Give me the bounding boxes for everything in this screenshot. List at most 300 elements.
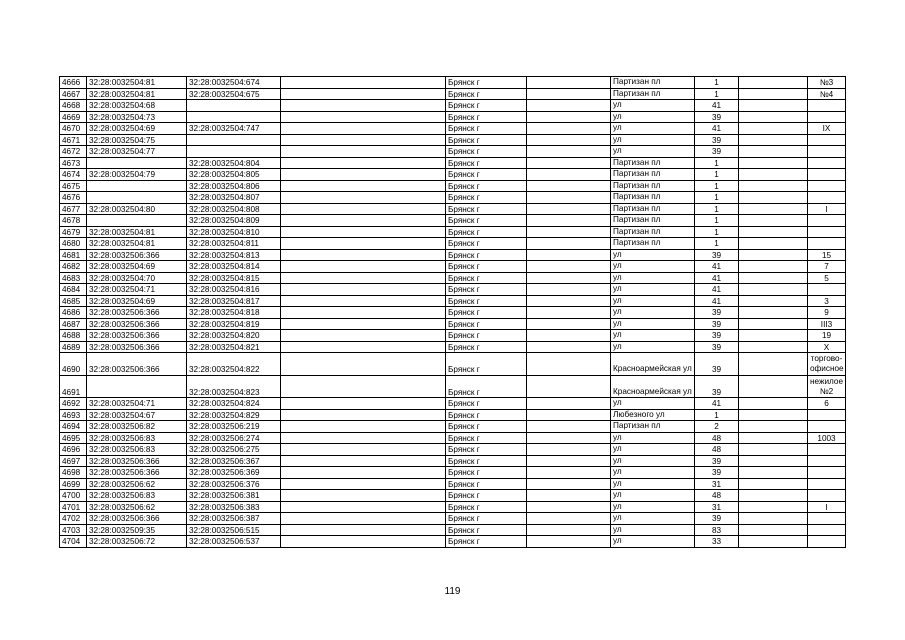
cell-cadastral-number: 32:28:0032504:80: [87, 203, 187, 215]
cell-house-number: 1: [695, 157, 739, 169]
cell-empty: [739, 146, 808, 158]
cell-empty: [281, 432, 446, 444]
cell-city: Брянск г: [446, 421, 527, 433]
cell-object-cadastral-number: 32:28:0032504:804: [187, 157, 281, 169]
table-row: [60, 318, 846, 330]
cell-empty: [739, 432, 808, 444]
cell-object-cadastral-number: 32:28:0032506:274: [187, 432, 281, 444]
cell-city: Брянск г: [446, 157, 527, 169]
cell-empty: [527, 226, 611, 238]
cell-street: ул: [611, 134, 695, 146]
cell-street: ул: [611, 490, 695, 502]
cell-empty: [281, 261, 446, 273]
cell-premises: [808, 111, 846, 123]
cell-cadastral-number: 32:28:0032504:73: [87, 111, 187, 123]
cell-empty: [527, 88, 611, 100]
cell-city: Брянск г: [446, 432, 527, 444]
cell-row-id: 4668: [60, 100, 87, 112]
cell-cadastral-number: 32:28:0032506:366: [87, 318, 187, 330]
table-row: [60, 490, 846, 502]
cell-object-cadastral-number: 32:28:0032506:376: [187, 478, 281, 490]
cell-row-id: 4700: [60, 490, 87, 502]
cell-empty: [739, 330, 808, 342]
cell-house-number: 39: [695, 513, 739, 525]
cell-street: ул: [611, 467, 695, 479]
cell-cadastral-number: 32:28:0032504:75: [87, 134, 187, 146]
cell-object-cadastral-number: 32:28:0032504:809: [187, 215, 281, 227]
cell-empty: [281, 203, 446, 215]
cell-cadastral-number: 32:28:0032504:69: [87, 123, 187, 135]
cell-city: Брянск г: [446, 249, 527, 261]
cell-house-number: 48: [695, 444, 739, 456]
cell-empty: [281, 330, 446, 342]
cell-city: Брянск г: [446, 77, 527, 89]
table-row: [60, 307, 846, 319]
cell-city: Брянск г: [446, 513, 527, 525]
table-row: [60, 226, 846, 238]
table-row: [60, 421, 846, 433]
cell-empty: [739, 501, 808, 513]
cell-empty: [281, 455, 446, 467]
cell-premises: [808, 226, 846, 238]
cell-street: ул: [611, 330, 695, 342]
cell-empty: [739, 284, 808, 296]
cell-city: Брянск г: [446, 134, 527, 146]
table-row: [60, 467, 846, 479]
cell-street: Партизан пл: [611, 157, 695, 169]
cell-object-cadastral-number: 32:28:0032504:810: [187, 226, 281, 238]
cell-empty: [527, 134, 611, 146]
cell-object-cadastral-number: 32:28:0032504:815: [187, 272, 281, 284]
cell-empty: [527, 249, 611, 261]
cell-premises: [808, 421, 846, 433]
cell-empty: [281, 467, 446, 479]
cell-empty: [281, 215, 446, 227]
cell-premises: I: [808, 203, 846, 215]
cell-premises: [808, 536, 846, 548]
registry-table: [59, 76, 846, 548]
cell-empty: [281, 88, 446, 100]
cell-house-number: 41: [695, 272, 739, 284]
cell-empty: [739, 478, 808, 490]
cell-empty: [739, 467, 808, 479]
cell-house-number: 41: [695, 284, 739, 296]
cell-house-number: 2: [695, 421, 739, 433]
cell-empty: [739, 100, 808, 112]
cell-empty: [527, 123, 611, 135]
cell-empty: [281, 77, 446, 89]
cell-street: Партизан пл: [611, 226, 695, 238]
cell-premises: №3: [808, 77, 846, 89]
cell-city: Брянск г: [446, 536, 527, 548]
cell-cadastral-number: 32:28:0032504:81: [87, 77, 187, 89]
cell-empty: [527, 238, 611, 250]
cell-empty: [527, 398, 611, 410]
table-row: [60, 513, 846, 525]
cell-object-cadastral-number: 32:28:0032504:674: [187, 77, 281, 89]
cell-empty: [739, 226, 808, 238]
table-row: [60, 203, 846, 215]
cell-city: Брянск г: [446, 455, 527, 467]
cell-premises: [808, 100, 846, 112]
cell-cadastral-number: 32:28:0032506:82: [87, 421, 187, 433]
cell-empty: [281, 513, 446, 525]
cell-empty: [281, 180, 446, 192]
cell-premises: 5: [808, 272, 846, 284]
cell-house-number: 39: [695, 375, 739, 398]
cell-city: Брянск г: [446, 146, 527, 158]
cell-city: Брянск г: [446, 295, 527, 307]
cell-premises: [808, 409, 846, 421]
cell-house-number: 39: [695, 134, 739, 146]
cell-cadastral-number: 32:28:0032504:71: [87, 398, 187, 410]
cell-empty: [527, 478, 611, 490]
cell-row-id: 4669: [60, 111, 87, 123]
cell-row-id: 4686: [60, 307, 87, 319]
cell-row-id: 4690: [60, 353, 87, 376]
page-number: 119: [444, 586, 461, 597]
cell-empty: [281, 501, 446, 513]
cell-cadastral-number: 32:28:0032506:62: [87, 478, 187, 490]
cell-house-number: 83: [695, 524, 739, 536]
cell-empty: [281, 146, 446, 158]
cell-row-id: 4685: [60, 295, 87, 307]
cell-row-id: 4676: [60, 192, 87, 204]
cell-street: Партизан пл: [611, 88, 695, 100]
cell-empty: [739, 444, 808, 456]
cell-city: Брянск г: [446, 203, 527, 215]
cell-city: Брянск г: [446, 467, 527, 479]
cell-city: Брянск г: [446, 330, 527, 342]
cell-city: Брянск г: [446, 353, 527, 376]
cell-street: ул: [611, 261, 695, 273]
cell-object-cadastral-number: 32:28:0032506:381: [187, 490, 281, 502]
cell-empty: [739, 111, 808, 123]
cell-object-cadastral-number: 32:28:0032506:537: [187, 536, 281, 548]
table-row: [60, 455, 846, 467]
cell-empty: [527, 409, 611, 421]
cell-empty: [527, 353, 611, 376]
cell-cadastral-number: 32:28:0032504:79: [87, 169, 187, 181]
cell-row-id: 4683: [60, 272, 87, 284]
cell-empty: [281, 284, 446, 296]
cell-street: Партизан пл: [611, 238, 695, 250]
cell-house-number: 1: [695, 409, 739, 421]
cell-empty: [281, 375, 446, 398]
cell-row-id: 4701: [60, 501, 87, 513]
table-row: [60, 157, 846, 169]
cell-empty: [281, 490, 446, 502]
cell-city: Брянск г: [446, 284, 527, 296]
cell-empty: [527, 330, 611, 342]
cell-street: ул: [611, 341, 695, 353]
cell-empty: [739, 490, 808, 502]
cell-house-number: 39: [695, 330, 739, 342]
cell-house-number: 1: [695, 180, 739, 192]
cell-city: Брянск г: [446, 169, 527, 181]
cell-empty: [281, 478, 446, 490]
cell-house-number: 31: [695, 501, 739, 513]
cell-row-id: 4671: [60, 134, 87, 146]
cell-empty: [739, 318, 808, 330]
table-row: [60, 249, 846, 261]
cell-house-number: 39: [695, 307, 739, 319]
cell-empty: [527, 513, 611, 525]
cell-empty: [281, 341, 446, 353]
cell-object-cadastral-number: 32:28:0032506:515: [187, 524, 281, 536]
cell-city: Брянск г: [446, 180, 527, 192]
table-row: [60, 88, 846, 100]
table-row: [60, 501, 846, 513]
cell-object-cadastral-number: 32:28:0032504:808: [187, 203, 281, 215]
cell-house-number: 1: [695, 226, 739, 238]
cell-row-id: 4673: [60, 157, 87, 169]
cell-row-id: 4684: [60, 284, 87, 296]
cell-empty: [527, 455, 611, 467]
cell-empty: [527, 203, 611, 215]
cell-cadastral-number: 32:28:0032506:366: [87, 353, 187, 376]
cell-cadastral-number: 32:28:0032506:83: [87, 490, 187, 502]
cell-empty: [527, 146, 611, 158]
cell-house-number: 39: [695, 111, 739, 123]
table-row: [60, 353, 846, 376]
cell-street: ул: [611, 524, 695, 536]
cell-row-id: 4680: [60, 238, 87, 250]
cell-empty: [527, 100, 611, 112]
cell-premises: №4: [808, 88, 846, 100]
cell-object-cadastral-number: 32:28:0032504:816: [187, 284, 281, 296]
cell-premises: 19: [808, 330, 846, 342]
cell-empty: [281, 134, 446, 146]
cell-empty: [739, 215, 808, 227]
cell-empty: [281, 123, 446, 135]
cell-street: ул: [611, 501, 695, 513]
table-row: [60, 478, 846, 490]
table-row: [60, 261, 846, 273]
cell-empty: [281, 192, 446, 204]
cell-object-cadastral-number: [187, 100, 281, 112]
cell-object-cadastral-number: [187, 111, 281, 123]
cell-empty: [527, 77, 611, 89]
cell-city: Брянск г: [446, 111, 527, 123]
cell-house-number: 33: [695, 536, 739, 548]
cell-object-cadastral-number: 32:28:0032504:829: [187, 409, 281, 421]
cell-city: Брянск г: [446, 524, 527, 536]
cell-empty: [527, 192, 611, 204]
cell-empty: [281, 307, 446, 319]
cell-street: Красноармейская ул: [611, 353, 695, 376]
cell-empty: [527, 295, 611, 307]
cell-empty: [527, 272, 611, 284]
cell-cadastral-number: 32:28:0032506:366: [87, 513, 187, 525]
cell-row-id: 4677: [60, 203, 87, 215]
cell-cadastral-number: 32:28:0032504:81: [87, 88, 187, 100]
cell-empty: [739, 77, 808, 89]
cell-empty: [739, 169, 808, 181]
cell-empty: [739, 421, 808, 433]
cell-cadastral-number: [87, 157, 187, 169]
cell-house-number: 39: [695, 318, 739, 330]
table-row: [60, 444, 846, 456]
cell-row-id: 4703: [60, 524, 87, 536]
table-row: [60, 375, 846, 398]
cell-empty: [739, 192, 808, 204]
cell-empty: [527, 180, 611, 192]
cell-house-number: 1: [695, 203, 739, 215]
cell-house-number: 41: [695, 398, 739, 410]
cell-cadastral-number: 32:28:0032504:71: [87, 284, 187, 296]
cell-cadastral-number: 32:28:0032506:366: [87, 455, 187, 467]
cell-house-number: 1: [695, 192, 739, 204]
cell-cadastral-number: 32:28:0032504:81: [87, 238, 187, 250]
cell-premises: [808, 467, 846, 479]
cell-premises: торгово-офисное: [808, 353, 846, 376]
table-row: [60, 134, 846, 146]
cell-row-id: 4697: [60, 455, 87, 467]
cell-cadastral-number: 32:28:0032506:62: [87, 501, 187, 513]
cell-object-cadastral-number: 32:28:0032506:383: [187, 501, 281, 513]
cell-city: Брянск г: [446, 238, 527, 250]
cell-object-cadastral-number: 32:28:0032504:817: [187, 295, 281, 307]
cell-row-id: 4670: [60, 123, 87, 135]
cell-premises: 3: [808, 295, 846, 307]
cell-empty: [527, 444, 611, 456]
cell-object-cadastral-number: 32:28:0032504:811: [187, 238, 281, 250]
cell-street: Партизан пл: [611, 215, 695, 227]
cell-cadastral-number: 32:28:0032506:366: [87, 307, 187, 319]
cell-house-number: 41: [695, 295, 739, 307]
cell-row-id: 4672: [60, 146, 87, 158]
cell-cadastral-number: 32:28:0032504:67: [87, 409, 187, 421]
cell-city: Брянск г: [446, 375, 527, 398]
cell-empty: [281, 272, 446, 284]
cell-object-cadastral-number: [187, 146, 281, 158]
cell-row-id: 4678: [60, 215, 87, 227]
cell-house-number: 48: [695, 432, 739, 444]
cell-row-id: 4666: [60, 77, 87, 89]
cell-row-id: 4667: [60, 88, 87, 100]
table-row: [60, 284, 846, 296]
cell-city: Брянск г: [446, 307, 527, 319]
cell-cadastral-number: [87, 192, 187, 204]
cell-empty: [739, 123, 808, 135]
table-row: [60, 100, 846, 112]
cell-object-cadastral-number: 32:28:0032506:369: [187, 467, 281, 479]
table-row: [60, 77, 846, 89]
cell-row-id: 4702: [60, 513, 87, 525]
table-row: [60, 432, 846, 444]
cell-city: Брянск г: [446, 88, 527, 100]
table-row: [60, 524, 846, 536]
cell-empty: [527, 284, 611, 296]
cell-empty: [527, 432, 611, 444]
cell-row-id: 4679: [60, 226, 87, 238]
cell-object-cadastral-number: 32:28:0032504:806: [187, 180, 281, 192]
cell-city: Брянск г: [446, 490, 527, 502]
cell-row-id: 4693: [60, 409, 87, 421]
cell-street: ул: [611, 536, 695, 548]
cell-street: ул: [611, 398, 695, 410]
cell-empty: [739, 295, 808, 307]
cell-empty: [739, 536, 808, 548]
cell-row-id: 4692: [60, 398, 87, 410]
cell-empty: [281, 100, 446, 112]
cell-house-number: 31: [695, 478, 739, 490]
cell-object-cadastral-number: 32:28:0032504:823: [187, 375, 281, 398]
cell-street: ул: [611, 295, 695, 307]
cell-empty: [527, 524, 611, 536]
cell-cadastral-number: 32:28:0032506:366: [87, 467, 187, 479]
cell-premises: X: [808, 341, 846, 353]
cell-empty: [281, 409, 446, 421]
cell-object-cadastral-number: 32:28:0032504:820: [187, 330, 281, 342]
cell-empty: [739, 203, 808, 215]
cell-empty: [739, 524, 808, 536]
cell-cadastral-number: 32:28:0032504:81: [87, 226, 187, 238]
cell-house-number: 48: [695, 490, 739, 502]
cell-object-cadastral-number: 32:28:0032504:805: [187, 169, 281, 181]
cell-premises: [808, 455, 846, 467]
cell-street: ул: [611, 318, 695, 330]
cell-cadastral-number: 32:28:0032504:77: [87, 146, 187, 158]
cell-object-cadastral-number: 32:28:0032504:814: [187, 261, 281, 273]
cell-empty: [739, 88, 808, 100]
cell-empty: [739, 353, 808, 376]
table-row: [60, 180, 846, 192]
cell-house-number: 39: [695, 249, 739, 261]
cell-object-cadastral-number: 32:28:0032506:275: [187, 444, 281, 456]
table-row: [60, 238, 846, 250]
cell-empty: [739, 307, 808, 319]
table-row: [60, 295, 846, 307]
cell-street: Партизан пл: [611, 192, 695, 204]
cell-empty: [527, 169, 611, 181]
cell-city: Брянск г: [446, 226, 527, 238]
table-row: [60, 330, 846, 342]
cell-empty: [527, 501, 611, 513]
cell-premises: [808, 444, 846, 456]
cell-row-id: 4675: [60, 180, 87, 192]
cell-row-id: 4688: [60, 330, 87, 342]
cell-premises: I: [808, 501, 846, 513]
cell-premises: [808, 192, 846, 204]
cell-row-id: 4682: [60, 261, 87, 273]
cell-object-cadastral-number: 32:28:0032504:821: [187, 341, 281, 353]
cell-premises: [808, 169, 846, 181]
cell-street: ул: [611, 146, 695, 158]
cell-empty: [281, 238, 446, 250]
cell-row-id: 4689: [60, 341, 87, 353]
cell-empty: [527, 111, 611, 123]
cell-object-cadastral-number: 32:28:0032504:822: [187, 353, 281, 376]
cell-street: Партизан пл: [611, 421, 695, 433]
cell-premises: 6: [808, 398, 846, 410]
cell-empty: [527, 490, 611, 502]
cell-empty: [281, 421, 446, 433]
cell-house-number: 1: [695, 238, 739, 250]
cell-empty: [739, 409, 808, 421]
cell-empty: [739, 341, 808, 353]
cell-empty: [739, 249, 808, 261]
cell-empty: [281, 536, 446, 548]
cell-house-number: 41: [695, 261, 739, 273]
cell-cadastral-number: [87, 375, 187, 398]
cell-city: Брянск г: [446, 123, 527, 135]
cell-cadastral-number: 32:28:0032504:70: [87, 272, 187, 284]
cell-row-id: 4704: [60, 536, 87, 548]
cell-street: ул: [611, 444, 695, 456]
cell-empty: [739, 238, 808, 250]
